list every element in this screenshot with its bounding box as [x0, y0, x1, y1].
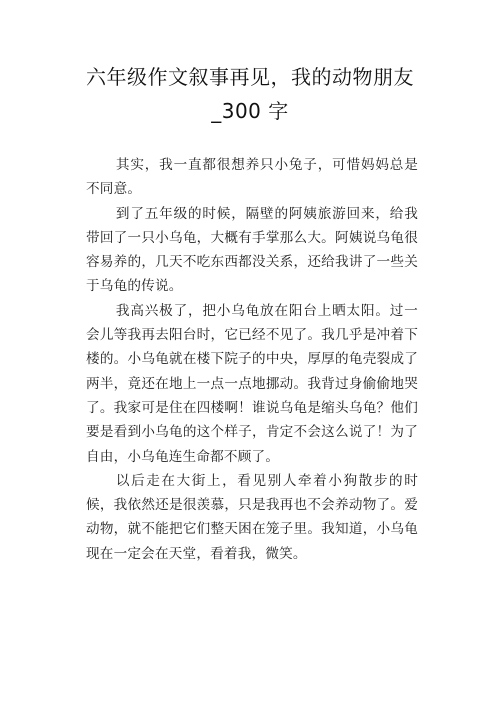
paragraph-2: 到了五年级的时候，隔壁的阿姨旅游回来，给我带回了一只小乌龟，大概有手掌那么大。阿姨说乌龟很容易养的，几天不吃东西都没关系，还给我讲了一些关于乌龟的传说。	[86, 205, 418, 295]
title-line-1: 六年级作文叙事再见，我的动物朋友	[86, 65, 414, 89]
paragraph-1: 其实，我一直都很想养只小兔子，可惜妈妈总是不同意。	[86, 157, 418, 198]
paragraph-4: 以后走在大街上，看见别人牵着小狗散步的时候，我依然还是很羡慕，只是我再也不会养动物了。爱动物，就不能把它们整天困在笼子里。我知道，小乌龟现在一定会在天堂，看着我，微笑。	[86, 472, 418, 562]
document-body	[86, 153, 418, 566]
document-title	[60, 60, 440, 128]
title-line-2: _300 字	[211, 99, 289, 123]
paragraph-3: 我高兴极了，把小乌龟放在阳台上晒太阳。过一会儿等我再去阳台时，它已经不见了。我几乎是冲着下楼的。小乌龟就在楼下院子的中央，厚厚的龟壳裂成了两半，竟还在地上一点一点地挪动。我背过身偷偷地哭了。我家可是住在四楼啊！谁说乌龟是缩头乌龟？他们要是看到小乌龟的这个样子，肯定不会这么说了！为了自由，小乌龟连生命都不顾了。	[86, 302, 418, 465]
